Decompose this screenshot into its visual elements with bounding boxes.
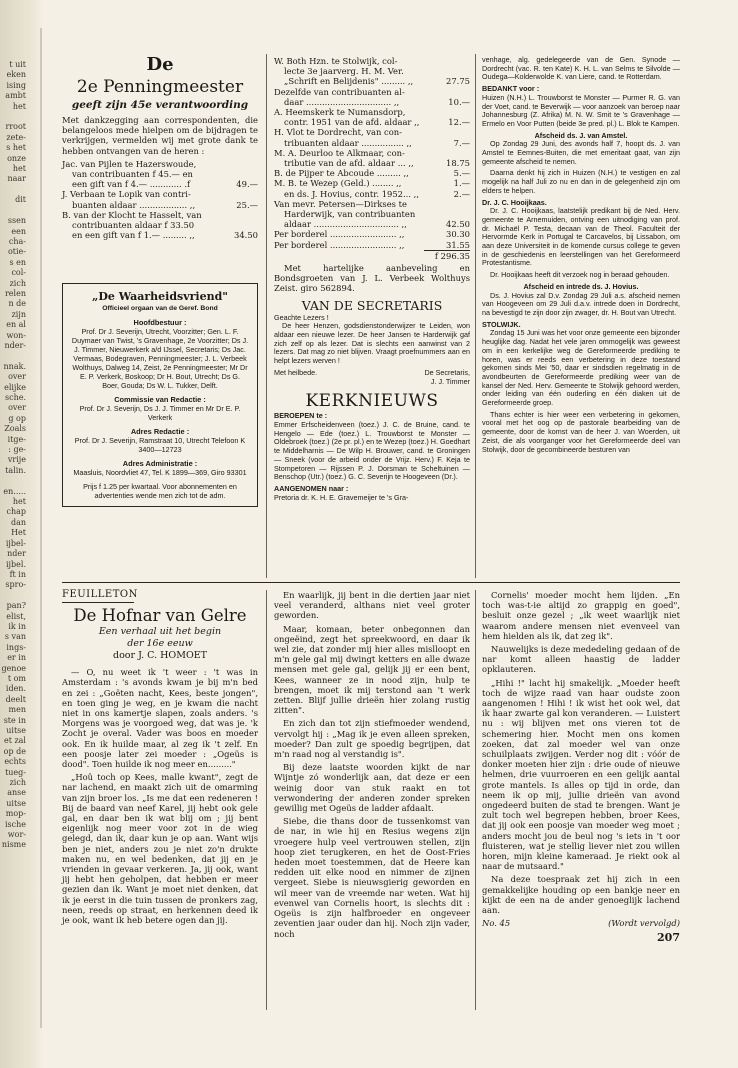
- penning-title: 2e Penningmeester: [76, 77, 244, 97]
- donation-thanks: Met hartelijke aanbeveling en Bondsgroeten van J. L. Verbeek Wolthuys Zeist. giro 562894.: [274, 263, 470, 294]
- feuilleton-paragraph: Cornelis' moeder mocht hem lijden. „En toch was-t-ie altijd zo grappig en goed", besluit onze gezel ; „ik weet waarlijk niet waarom andere mensen niet evenveel van hem hielden als ik, dat zeg ik".: [482, 590, 680, 641]
- entry-text: B. van der Klocht te Hasselt, van: [62, 209, 202, 220]
- entry-amount: 34.50: [234, 230, 258, 241]
- entry-row: [274, 219, 470, 229]
- stolwijk-text: Zondag 15 Juni was het voor onze gemeente een bijzonder heuglijke dag. Nadat het vele jaren ommogelijk was geweest om in een kerkelijke weg de Gereformeerde prediking te horen, was er reeds een verbetering in deze toestand gekomen sinds Mei '50, daar er sindsdien regelmatig in de avondbeurten de Gereformeerde prediking weer van de kansel der Ned. Herv. Gemeente te Stolwijk gehoord werden, onder leiding van één ouderling en één diaken uit de Gereformeerde groep.: [482, 328, 680, 408]
- previous-page-fragment: chap: [6, 507, 26, 517]
- donation-entries: [274, 56, 470, 250]
- entry-text: Per borderel ......................... ,,: [274, 229, 405, 240]
- previous-page-fragment: [0, 351, 26, 361]
- entry-amount: 42.50: [446, 219, 470, 230]
- feuilleton-text-3: [482, 590, 680, 915]
- entry-text: aldaar ................................ ,,: [284, 219, 407, 230]
- entry-text: daar ................................ ,,: [284, 96, 400, 107]
- entry-row: [62, 230, 258, 240]
- previous-page-fragment: het: [12, 497, 26, 507]
- previous-page-fragment: n de: [8, 299, 26, 309]
- feuilleton-column-1: [62, 590, 258, 928]
- previous-page-fragment: ste in: [3, 715, 26, 725]
- entry-row: [62, 200, 258, 210]
- kerknieuws-title: KERKNIEUWS: [305, 391, 439, 412]
- previous-page-fragment: echts: [4, 757, 26, 767]
- penningmeester-column: [62, 54, 258, 240]
- entry-amount: 1.—: [453, 178, 470, 189]
- aangenomen-text: Pretoria dr. K. H. E. Gravemeijer te 's Gra-: [274, 492, 409, 502]
- previous-page-fragment: en al: [6, 320, 26, 330]
- entry-text: Dezelfde van contribuanten al-: [274, 86, 405, 97]
- entry-amount: 30.30: [446, 229, 470, 240]
- previous-page-fragment: men: [8, 705, 26, 715]
- previous-page-fragment: elijke: [4, 382, 26, 392]
- entry-text: M. A. Deurloo te Alkmaar, con-: [274, 147, 405, 158]
- adres-administratie-text: Maasluis, Noordvliet 47, Tel. K 1899—369, Giro 93301: [73, 468, 247, 477]
- entry-text: tribuanten aldaar ................ ,,: [284, 137, 412, 148]
- previous-page-fragment: Zoals: [4, 424, 26, 434]
- previous-page-fragment: et zal: [3, 736, 26, 746]
- previous-page-fragment: uitse: [6, 726, 26, 735]
- previous-page-fragment: het: [12, 101, 26, 111]
- entry-text: van contribuanten f 45.— en: [72, 169, 193, 180]
- hoofdbestuur-text: Prof. Dr J. Severijn, Utrecht, Voorzitter; Gen. L. F. Duymaer van Twist, 's Gravenhage, 2e Voorzitter; Ds J. J. Timmer, Nieuwerkerk a/d IJssel, Secretaris; Ds Jac. Vermaas, Bodegraven, Penningmeester; J. L. Verbeek Wolthuys, Dalweg 14, Zeist, 2e Penningmeester; Mr Dr E. P. Verkerk, Boskoop; Dr H. Bout, Utrecht; Ds G. Boer, Gouda; Ds W. L. Tukker, Delft.: [71, 327, 249, 390]
- entry-text: Harderwijk, van contribuanten: [284, 209, 416, 220]
- page-footer-row: [482, 918, 680, 928]
- feuilleton-paragraph: Bij deze laatste woorden kijkt de nar Wijntje zó wonderlijk aan, dat deze er een weinig door van stuk raakt en tot verwondering der anderen zonder spreken gewillig met Ogeüs de ladder afdaalt.: [274, 762, 470, 814]
- entry-amount: 7.—: [453, 137, 470, 148]
- previous-page-fragment: mop-: [5, 809, 26, 819]
- waarheidsvriend-subtitle: Officieel orgaan van de Geref. Bond: [102, 305, 218, 312]
- previous-page-fragment: sche.: [4, 393, 26, 402]
- entry-row: [274, 56, 470, 66]
- secretaris-section: [274, 314, 470, 387]
- entry-amount: 5.—: [453, 168, 470, 179]
- stolwijk-text-2: Thans echter is hier weer een verbetering in gekomen, vooral met het oog op de pastorale bearbeiding van de gemeente, door de komst van de heer J. van Woerden, uit Zeist, die als voorganger voor het Gereformeerde deel van Stolwijk, door de gecombineerde besturen van: [482, 409, 680, 454]
- hoofdbestuur-heading: Hoofdbestuur :: [133, 318, 187, 327]
- previous-page-fragment: won-: [6, 330, 26, 340]
- entry-row: [62, 179, 258, 189]
- previous-page-fragment: deelt: [5, 694, 26, 704]
- entry-amount: 31.55: [446, 239, 470, 250]
- donation-total: f 296.35: [434, 250, 470, 261]
- previous-page-fragment: het: [12, 164, 26, 174]
- entry-amount: 18.75: [446, 158, 470, 169]
- column-rule-top-2: [475, 54, 476, 578]
- previous-page-fragment: naar: [7, 174, 26, 184]
- adres-redactie-text: Prof. Dr J. Severijn, Ramstraat 10, Utrecht Telefoon K 3400—12723: [74, 436, 246, 454]
- previous-page-fragment: eken: [6, 70, 26, 80]
- penning-entries: [62, 159, 258, 241]
- entry-row: [274, 158, 470, 168]
- entry-row: [274, 209, 470, 219]
- hooijkaas-text-2: Dr. Hooijkaas heeft dit verzoek nog in beraad gehouden.: [490, 270, 670, 280]
- feuilleton-column-3: [482, 590, 680, 943]
- entry-row: [274, 178, 470, 188]
- previous-page-edge-text: [0, 60, 26, 851]
- previous-page-fragment: zich: [9, 778, 26, 788]
- column-rule-top-1: [266, 54, 267, 578]
- previous-page-fragment: wor-: [7, 830, 26, 840]
- previous-page-fragment: g op: [8, 413, 26, 423]
- previous-page-fragment: een: [11, 226, 26, 236]
- entry-row: [274, 76, 470, 86]
- previous-page-fragment: [0, 185, 26, 195]
- entry-row: [274, 97, 470, 107]
- feuilleton-label: FEUILLETON: [62, 590, 134, 603]
- feuilleton-title: De Hofnar van Gelre: [73, 606, 247, 626]
- column-rule-bottom-1: [266, 590, 267, 1010]
- entry-text: en een gift van f 1.— ......... ,,: [72, 230, 195, 241]
- feuilleton-text-1: [62, 667, 258, 925]
- entry-row: [274, 168, 470, 178]
- stolwijk-heading: STOLWIJK.: [482, 319, 521, 329]
- feuilleton-paragraph: „Hoû toch op Kees, malle kwant", zegt de nar lachend, en maakt zich uit de omarming van zijn broer los. „Is me dat een redeneren ! Bij de baard van neef Karel, jij hebt ook gele gal, en daar ben ik wat blij om ; jij bent eigenlijk nog meer voor zot in de wieg gelegd, dan ik, daar kun je op aan. Want wijs ben je niet, anders zou je niet zo'n drukte maken nu, en wel bedenken, dat jij en je vrienden in gevaar verkeren. Ja, jij ook, want jij hebt hen geholpen, dat hebben er meer gezien dan ik. Want je moet niet denken, dat ik je eerst in die tuin tussen de pronkers zag, neen, reeds op straat, en herkennen deed ik je ook, want ik heb betere ogen dan jij.: [62, 772, 258, 926]
- entry-amount: 27.75: [446, 76, 470, 87]
- previous-page-fragment: nisme: [1, 840, 26, 850]
- feuilleton-paragraph: En waarlijk, jij bent in die dertien jaar niet veel veranderd, althans niet veel groter geworden.: [274, 590, 470, 621]
- previous-page-fragment: [0, 206, 26, 216]
- previous-page-fragment: nnak.: [3, 361, 26, 371]
- feuilleton-subtitle-1: Een verhaal uit het begin: [98, 626, 222, 638]
- entry-text: M. B. te Wezep (Geld.) ........ ,,: [274, 178, 402, 189]
- previous-page-fragment: Het: [11, 528, 26, 538]
- previous-page-fragment: er in: [7, 653, 26, 663]
- afscheid-amstel-text: Op Zondag 29 Juni, des avonds half 7, hoopt ds. J. van Amstel te Eemnes-Buiten, die met emeritaat gaat, van zijn gemeente afscheid te nemen.: [482, 139, 680, 166]
- previous-page-fragment: dit: [15, 195, 26, 205]
- previous-page-fragment: genoe: [1, 663, 26, 673]
- entry-text: Jac. van Pijlen te Hazerswoude,: [62, 158, 197, 169]
- penning-subtitle: geeft zijn 45e verantwoording: [71, 99, 249, 111]
- entry-row: [274, 107, 470, 117]
- secretaris-greeting: Geachte Lezers !: [274, 312, 329, 322]
- redactie-heading: Commissie van Redactie :: [114, 395, 206, 404]
- waarheidsvriend-title: „De Waarheidsvriend": [92, 290, 228, 303]
- previous-page-fragment: ssen: [7, 216, 26, 226]
- donations-column: [274, 56, 470, 505]
- previous-page-fragment: zijn: [11, 309, 26, 319]
- previous-page-fragment: [0, 112, 26, 122]
- previous-page-fragment: tueg-: [5, 767, 26, 777]
- entry-text: „Schrift en Belijdenis" ......... ,,: [284, 76, 414, 87]
- hovius-heading: Afscheid en intrede ds. J. Hovius.: [523, 281, 639, 291]
- entry-text: Per borderel ......................... ,,: [274, 239, 405, 250]
- feuilleton-author: door J. C. HOMOET: [112, 650, 208, 662]
- previous-page-fragment: onze: [7, 153, 26, 163]
- entry-text: tributie van de afd. aldaar ... ,,: [284, 158, 414, 169]
- previous-page-fragment: t om: [7, 673, 26, 683]
- previous-page-fragment: zich: [9, 278, 26, 288]
- adres-administratie-heading: Adres Administratie :: [122, 459, 198, 468]
- entry-row: [62, 220, 258, 230]
- previous-page-fragment: s van: [4, 632, 26, 642]
- feuilleton-paragraph: Maar, komaan, beter onbegonnen dan ongeëind, zegt het spreekwoord, en daar ik wel zie, dat zonder mij hier alles mislloopt en m'n gele gal mij dwingt ketters en alle dwaze mensen met gele gal, gelijk jij er een bent, Kees, wanneer ze in nood zijn, hulp te brengen, moet ik mij terstond aan 't werk zetten. Blijf jullie drieën hier zolang rustig zitten".: [274, 623, 470, 716]
- previous-page-fragment: : ge-: [8, 445, 26, 455]
- previous-page-fragment: ijbel.: [6, 559, 26, 569]
- previous-page-fragment: rroot: [5, 122, 26, 132]
- previous-page-fragment: anse: [7, 788, 26, 798]
- adres-redactie-heading: Adres Redactie :: [130, 427, 190, 436]
- beroepen-text: Emmer Erfscheidenveen (toez.) J. C. de Bruine, cand. te Hengelo — Ede (toez.) L. Trouwborst te Monster — Oldebroek (toez.) (2e pr. pl.) en te Wezep (toez.) H. Goedhart te Middelharnis — De Wilp H. Brouwer, cand. te Groningen — Sneek (voor de arbeid onder de Vrijz. Herv.) F. Keja te Stompetoren — Rijssen P. J. Dorsman te Scheltuinen — Benschop (Utr.) (toez.) G. C. Severijn te Hoogeveen (Dr.).: [274, 420, 470, 482]
- previous-page-fragment: ising: [6, 80, 26, 90]
- entry-amount: 12.—: [448, 117, 470, 128]
- bedankt-heading: BEDANKT voor :: [482, 84, 540, 94]
- secretaris-name: J. J. Timmer: [430, 376, 470, 386]
- previous-page-fragment: col-: [11, 268, 26, 278]
- previous-page-fragment: elist,: [6, 611, 26, 621]
- entry-text: buanten aldaar .................. ,,: [72, 199, 196, 210]
- to-be-continued: (Wordt vervolgd): [608, 918, 680, 929]
- beroepen-continued: venhage, alg. gedelegeerde van de Gen. Synode — Dordrecht (vac. R. ten Kate) K. H. L. van Selms te Silvolde — Oudega—Kolderwolde K. van Liere, cand. te Rotterdam.: [482, 55, 680, 82]
- entry-row: [274, 189, 470, 199]
- feuilleton-subtitle-2: der 16e eeuw: [127, 638, 193, 650]
- entry-row: [274, 138, 470, 148]
- secretaris-heilbede: Met heilbede.: [274, 367, 318, 377]
- previous-page-fragment: ijbel-: [5, 538, 26, 548]
- entry-row: [274, 117, 470, 127]
- entry-text: contr. 1951 van de afd. aldaar ,,: [284, 117, 420, 128]
- entry-row: [274, 127, 470, 137]
- entry-text: A. Heemskerk te Numansdorp,: [274, 107, 406, 118]
- previous-page-fragment: ambt: [5, 91, 26, 101]
- previous-page-fragment: op de: [3, 746, 26, 756]
- feuilleton-paragraph: — O, nu weet ik 't weer : 't was in Amsterdam : 's avonds kwam je bij m'n bed en zei : „Goëten nacht, Kees, beste jongen", en toen ging je weg, en je kwam die nacht niet in ons kamertje slapen, zoals anders. 's Morgens was je voorgoed weg, dat was je. 'k Zocht je overal. Vader was boos en moeder ook. En ik huilde maar, al zeg ik 't zelf. En een poosje later zei moeder : „Ogeüs is dood". Toen huilde ik nog meer en.........": [62, 667, 258, 770]
- binding-gutter-line: [40, 28, 42, 1028]
- previous-page-fragment: zete-: [6, 132, 26, 142]
- previous-page-fragment: s en: [9, 257, 26, 267]
- column-rule-bottom-2: [475, 590, 476, 1010]
- feuilleton-paragraph: Nauwelijks is deze mededeling gedaan of de nar komt alleen haastig de ladder opklauteren.: [482, 644, 680, 675]
- kerknieuws-column: [482, 56, 680, 457]
- previous-page-fragment: over: [8, 403, 26, 413]
- previous-page-fragment: en.....: [3, 486, 26, 496]
- secretaris-title: VAN DE SECRETARIS: [301, 297, 443, 313]
- feuilleton-paragraph: Siebe, die thans door de tussenkomst van de nar, in wie hij en Resius wegens zijn vroegere hulp veel vertrouwen stellen, zijn hoop ziet terugkeren, en het de Oost-Fries heden moet toestemmen, dat de Heere kan redden uit elke nood en nimmer de zijnen vergeet. Siebe is nieuwsgierig geworden en wil meer van de vreemde nar weten. Wat hij evenwel van Cornelis hoort, is slechts dit : Ogeüs is zijn halfbroeder en ongeveer zeventien jaar ouder dan hij. Noch zijn vader, noch: [274, 816, 470, 939]
- afscheid-amstel-heading: Afscheid ds. J. van Amstel.: [534, 130, 628, 140]
- beroepen-heading: BEROEPEN te :: [274, 411, 328, 421]
- prijs-text: Prijs f 1.25 per kwartaal. Voor abonnementen en advertenties wende men zich tot de adm.: [83, 482, 237, 500]
- entry-amount: 49.—: [236, 179, 258, 190]
- entry-text: en ds. J. Hovius, contr. 1952... ,,: [284, 188, 419, 199]
- entry-row: [274, 148, 470, 158]
- aangenomen-heading: AANGENOMEN naar :: [274, 483, 349, 493]
- entry-amount: 2.—: [453, 188, 470, 199]
- beroepen-section: [274, 412, 470, 502]
- entry-row: [62, 169, 258, 179]
- previous-page-fragment: ings-: [6, 642, 26, 652]
- previous-page-fragment: pan?: [6, 601, 26, 611]
- penning-intro: Met dankzegging aan correspondenten, die belangeloos mede hielpen om de bijdragen te verkrijgen, vermelden wij met grote dank te hebben ontvangen van de heren :: [62, 115, 258, 156]
- previous-page-fragment: uitse: [6, 798, 26, 808]
- secretaris-role: De Secretaris,: [424, 367, 470, 377]
- previous-page-fragment: nder: [7, 549, 26, 559]
- secretaris-body: De heer Henzen, godsdienstonderwijzer te Leiden, won aldaar een nieuwe lezer. De heer Jansen te Harderwijk gaf zich zelf op als lezer. Dat is slechts een aanwinst van 2 lezers. Dat mag zo niet blijven. Vraagt proefnummers aan en helpt lezers werven !: [274, 321, 470, 366]
- feuilleton-paragraph: „Hihi !" lacht hij smakelijk. „Moeder heeft toch de wijze raad van haar oudste zoon aangenomen ! Hihi ! ik wist het ook wel, dat ik haar zwarte gal kon veranderen. — Luistert nu : wij blijven met ons vieren tot de schemering hier. Mocht men ons komen zoeken, dat zal moeder wel van onze schuilplaats zwijgen. Verder nog dit : vóór de donker moeten hier zijn : drie oude of nieuwe helmen, drie vuurroeren en een gelijk aantal grote mantels. Is alles op tijd in orde, dan neem ik op mij, jullie drieën van avond ongedeerd buiten de stad te brengen. Want je zult toch wel begrepen hebben, broer Kees, dat jij ook een poosje van moeder weg moet ; anders mocht jou de beul nog 's iets in 't oor fluisteren, wat je stellig liever niet zou willen horen, mijn kleine kameraad. Je riekt ook al naar de mutsaard.": [482, 677, 680, 872]
- entry-text: J. Verbaan te Lopik van contri-: [62, 189, 191, 200]
- previous-page-fragment: ft in: [9, 569, 26, 579]
- feuilleton-paragraph: En zich dan tot zijn stiefmoeder wendend, vervolgt hij : „Mag ik je even alleen spreken, moeder? Dan zult ge spoedig begrijpen, dat m'n raad nog al verstandig is".: [274, 718, 470, 760]
- previous-page-fragment: s het: [6, 143, 26, 153]
- previous-page-fragment: over: [8, 372, 26, 382]
- entry-row: [274, 240, 470, 250]
- previous-page-fragment: talin.: [5, 465, 26, 475]
- redactie-text: Prof. Dr J. Severijn, Ds J. J. Timmer en Mr Dr E. P. Verkerk: [79, 404, 241, 422]
- previous-page-fragment: spro-: [5, 580, 26, 590]
- previous-page-fragment: relen: [4, 288, 26, 298]
- entry-text: Van mevr. Petersen—Dirkses te: [274, 198, 407, 209]
- previous-page-fragment: [0, 476, 26, 486]
- previous-page-fragment: dan: [10, 517, 26, 527]
- hovius-text: Ds. J. Hovius zal D.v. Zondag 29 Juli a.s. afscheid nemen van Hoogeveen om 29 Juli d.a.v. intrede doen in Dordrecht, na bevestigd te zijn door zijn zwager, dr. H. Bout van Utrecht.: [482, 290, 680, 317]
- previous-page-fragment: vrije: [7, 455, 26, 465]
- previous-page-fragment: nder-: [4, 340, 26, 350]
- feuilleton-divider: [62, 582, 680, 583]
- feuilleton-paragraph: Na deze toespraak zet hij zich in een gemakkelijke houding op een bankje neer en kijkt de een na de ander genoeglijk lachend aan.: [482, 874, 680, 916]
- previous-page-fragment: itge-: [7, 434, 26, 444]
- entry-row: [274, 229, 470, 239]
- page-number: 207: [657, 930, 680, 944]
- entry-text: B. de Pijper te Abcoude ......... ,,: [274, 168, 409, 179]
- entry-text: lecte 3e jaarverg. H. M. Ver.: [284, 66, 404, 77]
- entry-row: [274, 66, 470, 76]
- entry-amount: 25.—: [236, 199, 258, 210]
- entry-row: [62, 210, 258, 220]
- waarheidsvriend-box: [62, 283, 258, 507]
- entry-text: W. Both Hzn. te Stolwijk, col-: [274, 56, 398, 66]
- penning-title-de: De: [146, 54, 174, 75]
- hooijkaas-heading: Dr. J. C. Hooijkaas.: [482, 197, 547, 207]
- entry-text: contribuanten aldaar f 33.50: [72, 220, 195, 231]
- previous-page-fragment: t uit: [9, 60, 26, 69]
- entry-row: [62, 189, 258, 199]
- previous-page-fragment: ik in: [8, 621, 26, 631]
- entry-row: [274, 87, 470, 97]
- previous-page-fragment: [0, 591, 26, 601]
- afscheid-amstel-text-2: Daarna denkt hij zich in Huizen (N.H.) te vestigen en zal mogelijk na half Juli zo nu en dan in de gelegenheid zijn om elders te helpen.: [482, 168, 680, 195]
- hooijkaas-text: Dr. J. C. Hooijkaas, laatstelijk predikant bij de Ned. Herv. gemeente te Arnemuiden, ontving een uitnodiging van prof. dr. Michaël P. Testa, decaan van de Theol. Faculteit der Hervormde Kerk in Portugal te Carcavelos, bij Lissabon, om aan deze Universiteit in de komende cursus college te geven in de geschiedenis en leerstellingen van het Gereformeerd Protestantisme.: [482, 206, 680, 268]
- entry-text: H. Vlot te Dordrecht, van con-: [274, 127, 403, 138]
- previous-page-fragment: otie-: [7, 247, 26, 257]
- entry-row: [274, 199, 470, 209]
- previous-page-fragment: iden.: [5, 684, 26, 694]
- issue-number: No. 45: [482, 918, 511, 929]
- bedankt-text: Huizen (N.H.) L. Trouwborst te Monster — Purmer R. G. van der Voet, cand. te Beverwijk — voor aanzoek van beroep naar Johannesburg (Z. Afrika) M. N. W. Smit te 's Gravenhage — Ermelo en Voor Putten (beide 3e pred. pl.) L. Blok te Kampen.: [482, 92, 680, 128]
- entry-row: [62, 159, 258, 169]
- previous-page-fragment: cha-: [8, 236, 26, 246]
- previous-page-fragment: ische: [4, 819, 26, 829]
- feuilleton-column-2: [274, 590, 470, 942]
- entry-amount: 10.—: [448, 96, 470, 107]
- entry-text: een gift van f 4.— ............ .f: [72, 179, 191, 190]
